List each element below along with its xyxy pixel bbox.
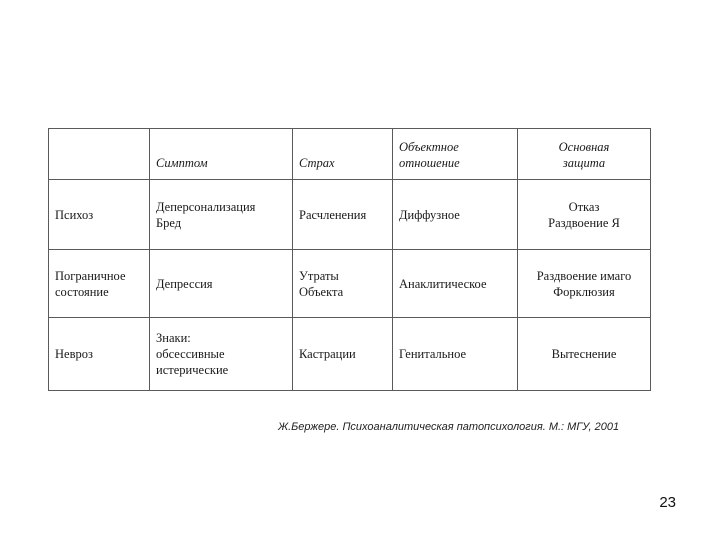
header-main-defense: Основная защита: [518, 129, 651, 180]
cell-fear: Утраты Объекта: [293, 250, 393, 318]
cell-defense: Отказ Раздвоение Я: [518, 180, 651, 250]
table-row: [49, 318, 651, 391]
row-label-neurosis: Невроз: [49, 318, 150, 391]
cell-fear: Расчленения: [293, 180, 393, 250]
cell-symptom: Знаки: обсессивные истерические: [150, 318, 293, 391]
header-object-relation: Объектное отношение: [393, 129, 518, 180]
page-number: 23: [659, 494, 676, 511]
comparison-table: [48, 128, 651, 391]
row-label-borderline: Пограничное состояние: [49, 250, 150, 318]
table-row: [49, 180, 651, 250]
header-fear: Страх: [293, 129, 393, 180]
cell-object-relation: Генитальное: [393, 318, 518, 391]
cell-symptom: Депрессия: [150, 250, 293, 318]
row-label-psychosis: Психоз: [49, 180, 150, 250]
header-symptom: Симптом: [150, 129, 293, 180]
cell-object-relation: Диффузное: [393, 180, 518, 250]
cell-fear: Кастрации: [293, 318, 393, 391]
citation-text: Ж.Бержере. Психоаналитическая патопсихология. М.: МГУ, 2001: [278, 421, 620, 433]
table-row: [49, 250, 651, 318]
comparison-table-container: [48, 128, 650, 390]
cell-defense: Раздвоение имаго Форклюзия: [518, 250, 651, 318]
header-empty-cell: [49, 129, 150, 180]
table-header-row: [49, 129, 651, 180]
cell-symptom: Деперсонализация Бред: [150, 180, 293, 250]
cell-object-relation: Анаклитическое: [393, 250, 518, 318]
cell-defense: Вытеснение: [518, 318, 651, 391]
